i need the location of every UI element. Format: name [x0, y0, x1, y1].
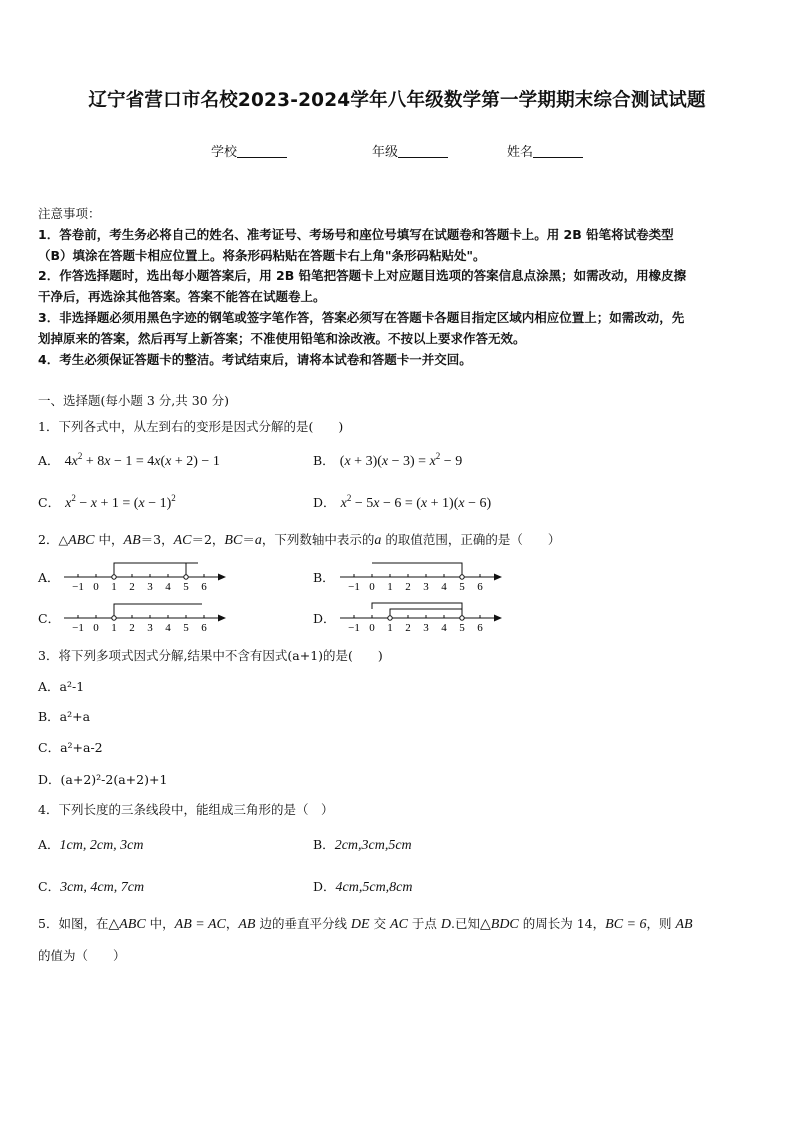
q2-d-tick-label: 4	[441, 622, 447, 634]
q4-option-c[interactable]: C．3cm, 4cm, 7cm	[38, 879, 145, 895]
section-heading: 一、选择题(每小题 3 分,共 30 分)	[38, 393, 229, 408]
q2-a-open-point-1	[112, 575, 116, 579]
q2-c-axis	[64, 615, 226, 635]
name-label: 姓名	[507, 145, 534, 160]
q2-a-tick-label: 6	[201, 581, 207, 593]
q1-d-formula: $x^2 - 5x - 6 = (x + 1)(x - 6)$	[340, 493, 492, 511]
q2-label-b[interactable]: B．	[313, 570, 335, 585]
q2-number-line-b[interactable]	[338, 558, 510, 596]
q3-option-d[interactable]: D．(a+2)²-2(a+2)+1	[38, 772, 168, 787]
q2-b-tick-label: 3	[423, 581, 429, 593]
q2-c-tick-label: −1	[72, 622, 84, 634]
q4-stem: 4．下列长度的三条线段中，能组成三角形的是（ ）	[38, 802, 334, 817]
q2-d-axis-arrow	[494, 615, 502, 622]
notice-line-3a: 3．非选择题必须用黑色字迹的钢笔或签字笔作答，答案必须写在答题卡各题目指定区域内相应位置上；如需改动，先	[38, 310, 685, 325]
q2-b-tick-label: 2	[405, 581, 411, 593]
notice-line-3b: 划掉原来的答案，然后再写上新答案；不准使用铅笔和涂改液。不按以上要求作答无效。	[38, 331, 526, 346]
q5-stem-line-2: 的值为（ ）	[38, 948, 126, 963]
q2-b-tick-label: −1	[348, 581, 360, 593]
q2-a-tick-label: 2	[129, 581, 135, 593]
q4-option-a[interactable]: A．1cm, 2cm, 3cm	[38, 837, 144, 853]
grade-blank[interactable]	[398, 144, 448, 158]
notice-line-1b: （B）填涂在答题卡相应位置上。将条形码粘贴在答题卡右上角"条形码粘贴处"。	[38, 248, 486, 263]
q2-label-d[interactable]: D．	[313, 611, 336, 626]
q2-c-tick-label: 6	[201, 622, 207, 634]
q2-number-line-c[interactable]	[62, 599, 234, 637]
school-field[interactable]	[211, 141, 287, 160]
q3-option-b[interactable]: B．a²+a	[38, 709, 91, 724]
q2-d-tick-label: 2	[405, 622, 411, 634]
q2-a-tick-label: −1	[72, 581, 84, 593]
q4-option-b[interactable]: B．2cm,3cm,5cm	[313, 837, 412, 853]
notice-line-4: 4．考生必须保证答题卡的整洁。考试结束后，请将本试卷和答题卡一并交回。	[38, 352, 472, 367]
notice-heading: 注意事项：	[38, 206, 101, 221]
q2-a-tick-label: 5	[183, 581, 189, 593]
q1-option-d[interactable]: D． $x^2 - 5x - 6 = (x + 1)(x - 6)$	[313, 493, 492, 511]
q2-label-a[interactable]: A．	[38, 570, 60, 585]
q2-d-open-point-1	[388, 616, 392, 620]
q2-b-axis-arrow	[494, 574, 502, 581]
q2-b-tick-label: 6	[477, 581, 483, 593]
q2-a-tick-label: 1	[111, 581, 117, 593]
q2-stem: 2．△ABC 中，AB＝3，AC＝2，BC＝a，下列数轴中表示的a 的取值范围，正确的是（ ）	[38, 532, 561, 548]
q2-a-tick-label: 4	[165, 581, 171, 593]
q2-c-tick-label: 2	[129, 622, 135, 634]
q2-number-line-d[interactable]	[338, 599, 510, 637]
school-blank[interactable]	[237, 144, 287, 158]
q1-option-b[interactable]: B． $(x + 3)(x - 3) = x^2 - 9$	[313, 451, 463, 469]
q1-a-formula: $4x^2 + 8x - 1 = 4x(x + 2) - 1$	[64, 451, 220, 469]
q2-b-tick-label: 4	[441, 581, 447, 593]
q1-c-formula: $x^2 - x + 1 = (x - 1)^2$	[65, 493, 176, 511]
q2-d-tick-label: 3	[423, 622, 429, 634]
q2-c-axis-arrow	[218, 615, 226, 622]
q1-option-c[interactable]: C． $x^2 - x + 1 = (x - 1)^2$	[38, 493, 176, 511]
grade-field[interactable]	[372, 141, 448, 160]
q2-b-range-bracket	[372, 563, 462, 577]
q2-b-tick-label: 5	[459, 581, 465, 593]
grade-label: 年级	[372, 145, 399, 160]
q2-number-line-a[interactable]	[62, 558, 234, 596]
q2-b-axis	[340, 574, 502, 594]
name-field[interactable]	[507, 141, 583, 160]
q2-d-tick-label: −1	[348, 622, 360, 634]
q2-d-open-point-5	[460, 616, 464, 620]
q2-d-tick-label: 0	[369, 622, 375, 634]
q2-label-c[interactable]: C．	[38, 611, 61, 626]
q2-d-tick-label: 6	[477, 622, 483, 634]
q2-c-tick-label: 1	[111, 622, 117, 634]
q2-a-tick-label: 3	[147, 581, 153, 593]
q2-d-tick-label: 1	[387, 622, 393, 634]
q1-b-formula: $(x + 3)(x - 3) = x^2 - 9$	[339, 451, 463, 469]
q2-c-tick-label: 5	[183, 622, 189, 634]
q2-c-range-bracket	[114, 604, 202, 618]
q2-b-tick-label: 1	[387, 581, 393, 593]
q2-c-tick-label: 0	[93, 622, 99, 634]
q2-c-tick-label: 4	[165, 622, 171, 634]
q2-b-open-point-5	[460, 575, 464, 579]
q3-option-c[interactable]: C．a²+a-2	[38, 740, 103, 755]
q2-c-open-point-1	[112, 616, 116, 620]
q5-stem: 5．如图，在△ABC 中，AB = AC，AB 边的垂直平分线 DE 交 AC 于点 D.已知△BDC 的周长为 14，BC = 6，则 AB	[38, 916, 693, 932]
name-blank[interactable]	[533, 144, 583, 158]
q2-a-tick-label: 0	[93, 581, 99, 593]
school-label: 学校	[211, 145, 238, 160]
notice-line-2b: 干净后，再选涂其他答案。答案不能答在试题卷上。	[38, 289, 326, 304]
q1-stem: 1．下列各式中，从左到右的变形是因式分解的是( )	[38, 419, 344, 434]
q3-option-a[interactable]: A．a²-1	[38, 679, 85, 694]
q1-option-a[interactable]: A． $4x^2 + 8x - 1 = 4x(x + 2) - 1$	[38, 451, 220, 469]
q2-a-axis	[64, 574, 226, 594]
notice-line-2a: 2．作答选择题时，选出每小题答案后，用 2B 铅笔把答题卡上对应题目选项的答案信息点涂黑；如需改动，用橡皮擦	[38, 268, 687, 283]
q2-a-open-point-5	[184, 575, 188, 579]
q2-c-tick-label: 3	[147, 622, 153, 634]
page-title: 辽宁省营口市名校2023-2024学年八年级数学第一学期期末综合测试试题	[88, 90, 706, 111]
notice-line-1a: 1．答卷前，考生务必将自己的姓名、准考证号、考场号和座位号填写在试题卷和答题卡上。用 2B 铅笔将试卷类型	[38, 227, 674, 242]
q2-b-tick-label: 0	[369, 581, 375, 593]
q2-d-axis	[340, 615, 502, 635]
q2-d-tick-label: 5	[459, 622, 465, 634]
q4-option-d[interactable]: D．4cm,5cm,8cm	[313, 879, 413, 895]
q2-a-axis-arrow	[218, 574, 226, 581]
q2-d-outer-bracket	[372, 603, 462, 618]
q3-stem: 3．将下列多项式因式分解,结果中不含有因式(a+1)的是( )	[38, 648, 383, 663]
